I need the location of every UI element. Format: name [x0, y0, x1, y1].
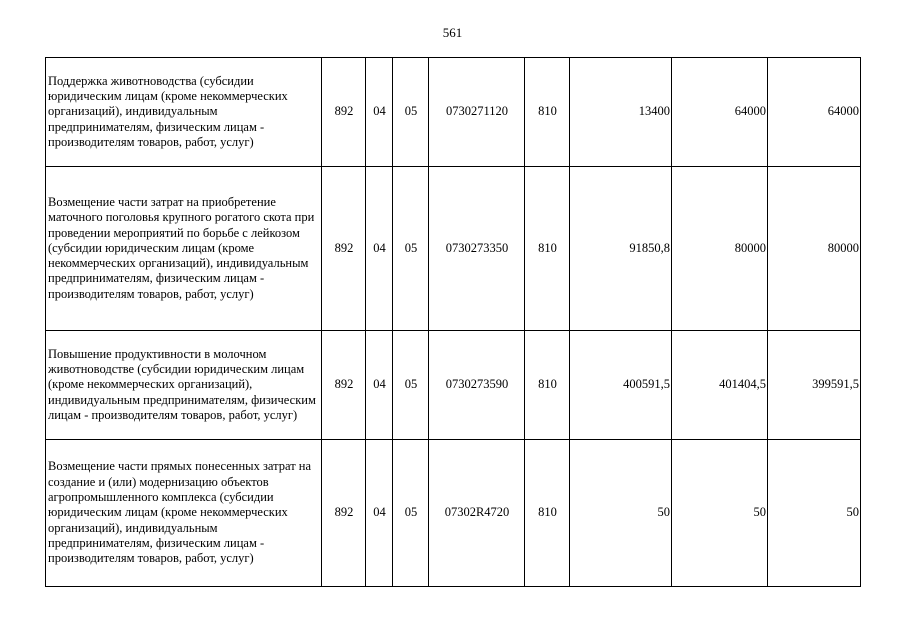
subsection-code: 05	[393, 58, 429, 167]
amount-2: 50	[672, 440, 768, 587]
amount-3: 399591,5	[768, 331, 861, 440]
amount-3: 50	[768, 440, 861, 587]
subsection-code: 05	[393, 167, 429, 331]
amount-1: 50	[570, 440, 672, 587]
amount-1: 13400	[570, 58, 672, 167]
row-description: Возмещение части затрат на приобретение маточного поголовья крупного рогатого скота при проведении мероприятий по борьбе с лейкозом (субсидии юридическим лицам (кроме некоммерческих организаций), индивидуальным предпринимателям, физическим лицам - производителям товаров, работ, услуг)	[46, 167, 322, 331]
table-row	[46, 58, 861, 167]
section-code: 04	[366, 440, 393, 587]
amount-1: 400591,5	[570, 331, 672, 440]
amount-2: 401404,5	[672, 331, 768, 440]
amount-3: 64000	[768, 58, 861, 167]
table-row	[46, 440, 861, 587]
expense-type-code: 810	[525, 167, 570, 331]
target-article-code: 0730271120	[429, 58, 525, 167]
row-description: Возмещение части прямых понесенных затрат на создание и (или) модернизацию объектов агропромышленного комплекса (субсидии юридическим лицам (кроме некоммерческих организаций), индивидуальным предпринимателям, физическим лицам - производителям товаров, работ, услуг)	[46, 440, 322, 587]
expense-type-code: 810	[525, 331, 570, 440]
ministry-code: 892	[322, 331, 366, 440]
ministry-code: 892	[322, 167, 366, 331]
target-article-code: 07302R4720	[429, 440, 525, 587]
expense-type-code: 810	[525, 58, 570, 167]
ministry-code: 892	[322, 58, 366, 167]
section-code: 04	[366, 331, 393, 440]
table-row	[46, 331, 861, 440]
page-number: 561	[442, 25, 463, 40]
target-article-code: 0730273590	[429, 331, 525, 440]
row-description: Поддержка животноводства (субсидии юридическим лицам (кроме некоммерческих организаций), индивидуальным предпринимателям, физическим лицам - производителям товаров, работ, услуг)	[46, 58, 322, 167]
amount-2: 80000	[672, 167, 768, 331]
target-article-code: 0730273350	[429, 167, 525, 331]
amount-2: 64000	[672, 58, 768, 167]
subsection-code: 05	[393, 331, 429, 440]
subsection-code: 05	[393, 440, 429, 587]
ministry-code: 892	[322, 440, 366, 587]
row-description: Повышение продуктивности в молочном животноводстве (субсидии юридическим лицам (кроме некоммерческих организаций), индивидуальным предпринимателям, физическим лицам - производителям товаров, работ, услуг)	[46, 331, 322, 440]
section-code: 04	[366, 167, 393, 331]
amount-3: 80000	[768, 167, 861, 331]
table-row	[46, 167, 861, 331]
amount-1: 91850,8	[570, 167, 672, 331]
section-code: 04	[366, 58, 393, 167]
budget-table	[45, 57, 861, 587]
expense-type-code: 810	[525, 440, 570, 587]
